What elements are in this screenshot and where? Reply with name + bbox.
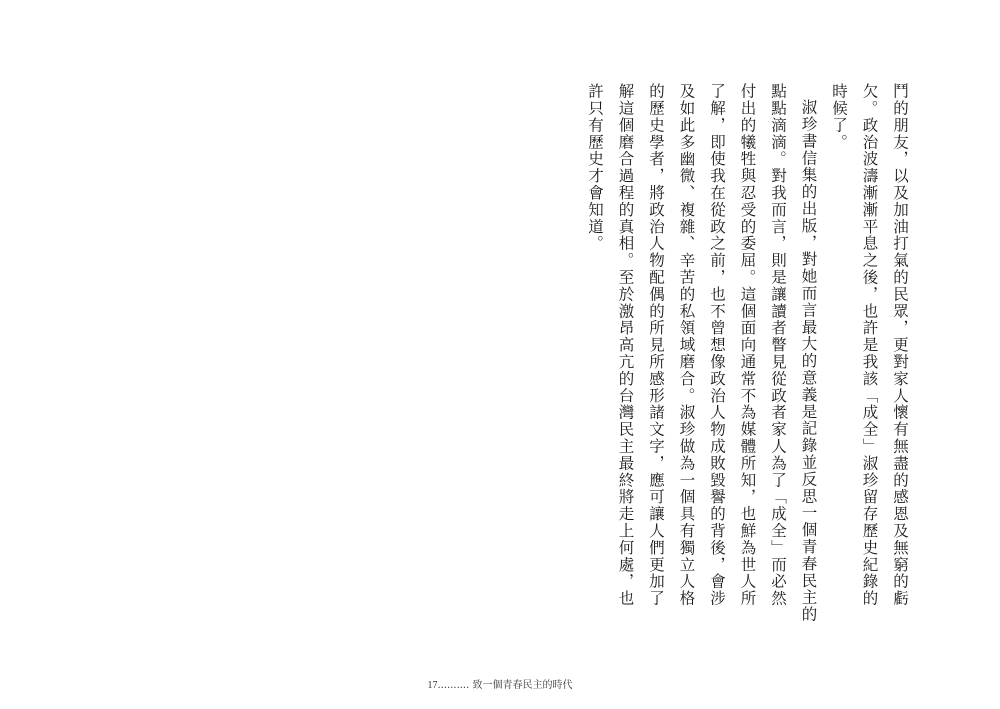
page-number: 17 <box>427 680 438 691</box>
paragraph-2: 淑珍書信集的出版，對她而言最大的意義是記錄並反思一個青春民主的點點滴滴。對我而言，則是讓讀者瞥見從政者家人為了「成全」而必然付出的犧牲與忍受的委屈。這個面向通常不為媒體所知，也鮮為世人所了解，即使我在從政之前，也不曾想像政治人物成敗毀譽的背後，會涉及如此多幽微、複雜、辛苦的私領域磨合。淑珍做為一個具有獨立人格的歷史學者，將政治人物配偶的所見所感形諸文字，應可讓人們更加了解這個磨合過程的真相。至於激昂高亢的台灣民主最終將走上何處，也許只有歷史才會知道。 <box>586 83 818 623</box>
page-footer <box>0 676 1000 691</box>
body-text <box>586 83 915 623</box>
paragraph-1: 鬥的朋友，以及加油打氣的民眾，更對家人懷有無盡的感恩及無窮的虧欠。政治波濤漸漸平息之後，也許是我該「成全」淑珍留存歷史紀錄的時候了。 <box>830 83 909 607</box>
footer-dots: .......... <box>437 680 470 691</box>
running-title: 致一個青春民主的時代 <box>472 680 573 691</box>
